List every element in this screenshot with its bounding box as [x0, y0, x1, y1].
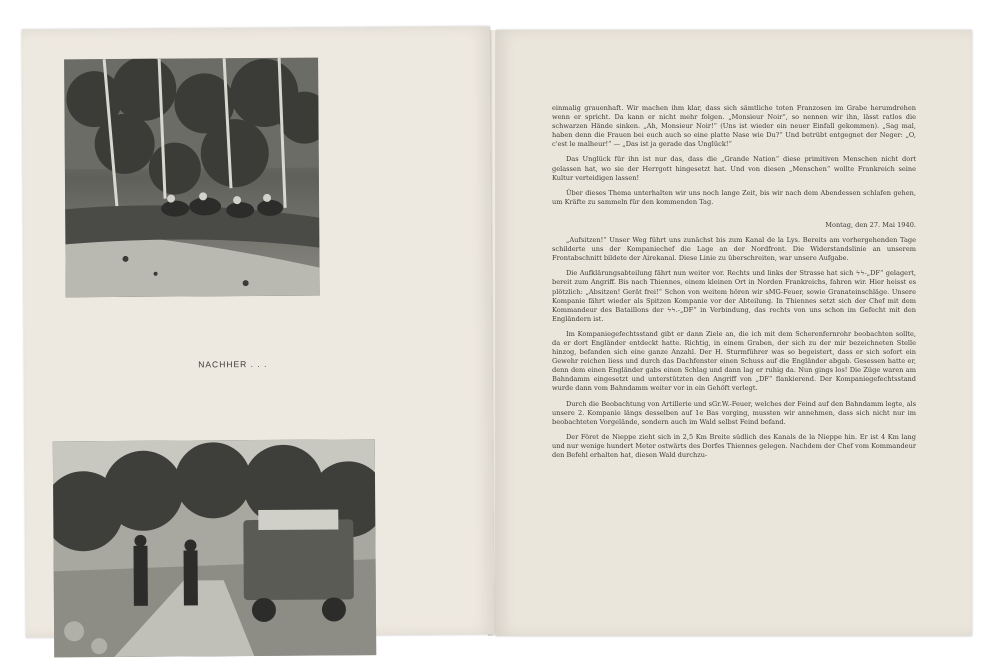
- paragraph: Über dieses Thema unterhalten wir uns noch lange Zeit, bis wir nach dem Abendessen schlafen gehen, um Kräfte zu sammeln für den kommenden Tag.: [552, 188, 916, 206]
- paragraph: Durch die Beobachtung von Artillerie und sGr.W.-Feuer, welches der Feind auf den Bahndamm legte, als unsere 2. Kompanie längs desselben auf 1e Bas vorging, mussten wir annehmen, dass sich nicht nur im beobachteten Vorgelände, sondern auch im Wald selbst Feind befand.: [552, 399, 916, 426]
- photo-caption: NACHHER . . .: [198, 358, 268, 370]
- left-page: [22, 26, 494, 637]
- paragraph: Die Aufklärungsabteilung fährt nun weiter vor. Rechts und links der Strasse hat sich ϟϟ-„DF“ gelagert, bereit zum Angriff. Bis nach Thiennes, einem kleinen Ort in Norden Frankreichs, fahren wir. Hier heisst es plötzlich: „Absitzen! Gerät frei!“ Schon von weitem hören wir sMG-Feuer, sowie Granateinschläge. Unsere Kompanie fährt wieder als Spitzen Kompanie vor der Abteilung. In Thiennes setzt sich der Chef mit dem Kommandeur des Bataillons der ϟϟ.-„DF“ in Verbindung, das rechts von uns schon im Gefecht mit den Engländern ist.: [552, 269, 916, 323]
- text-column: [552, 104, 916, 466]
- photo-soldiers-resting-image: [64, 58, 320, 298]
- dateline: Montag, den 27. Mai 1940.: [825, 220, 916, 229]
- paragraph: „Aufsitzen!“ Unser Weg führt uns zunächst bis zum Kanal de la Lys. Bereits am vorhergehenden Tage schilderte uns der Kompaniechef die Lage an der Nordfront. Die Widerstandslinie an unserem Frontabschnitt bildete der Airekanal. Diese Linie zu überschreiten, war unsere Aufgabe.: [552, 236, 916, 263]
- photo-vehicles-road-image: [53, 439, 377, 657]
- photo-vehicles-road: [53, 439, 377, 657]
- paragraph: einmalig grauenhaft. Wir machen ihm klar, dass sich sämtliche toten Franzosen im Grabe herumdrehen wenn er spricht. Da kann er nicht mehr folgen. „Monsieur Noir“, so nennen wir ihn, lässt ratlos die schwarzen Hände sinken. „Ah, Monsieur Noir!“ (Uns ist wieder ein neuer Einfall gekommen). „Sag mal, haben denn die Frauen bei euch auch so eine platte Nase wie Du?“ Und betrübt entgegnet der Neger: „O, c'est le malheur!“ — „Das ist ja gerade das Unglück!“: [552, 104, 916, 149]
- photo-soldiers-resting: [64, 58, 320, 298]
- paragraph: Der Fôret de Nieppe zieht sich in 2,5 Km Breite südlich des Kanals de la Nieppe hin. Er ist 4 Km lang und nur wenige hundert Meter ostwärts des Dorfes Thiennes gelegen. Nachdem der Chef vom Kommandeur den Befehl erhalten hat, diesen Wald durchzu-: [552, 432, 916, 459]
- paragraph: Das Unglück für ihn ist nur das, dass die „Grande Nation“ diese primitiven Menschen nicht dort gelassen hat, wo sie der Herrgott hingesetzt hat. Und von diesen „Menschen“ wollte Frankreich seine Kultur verteidigen lassen!: [552, 155, 916, 182]
- paragraph: Im Kompaniegefechtsstand gibt er dann Ziele an, die ich mit dem Scherenfernrohr beobachten sollte, da er dort Engländer entdeckt hatte. Richtig, in einem Graben, der sich zu der mir bezeichneten Stelle hinzog, befanden sich eine ganze Anzahl. Der H. Sturmführer was so begeistert, dass er sich sofort ein Gewehr reichen liess und durch das Dachfenster einen Schuss auf die Engländer abgab. Gesessen hatte er, denn dem einen Engländer gabs einen Schlag und dann lag er ruhig da. Nun gings los! Die Züge waren am Bahndamm eingesetzt und unterstützten den Angriff von „DF“ flankierend. Der Kompaniegefechtsstand wurde dann vom Bahndamm weiter vor in ein Gehöft verlegt.: [552, 329, 916, 393]
